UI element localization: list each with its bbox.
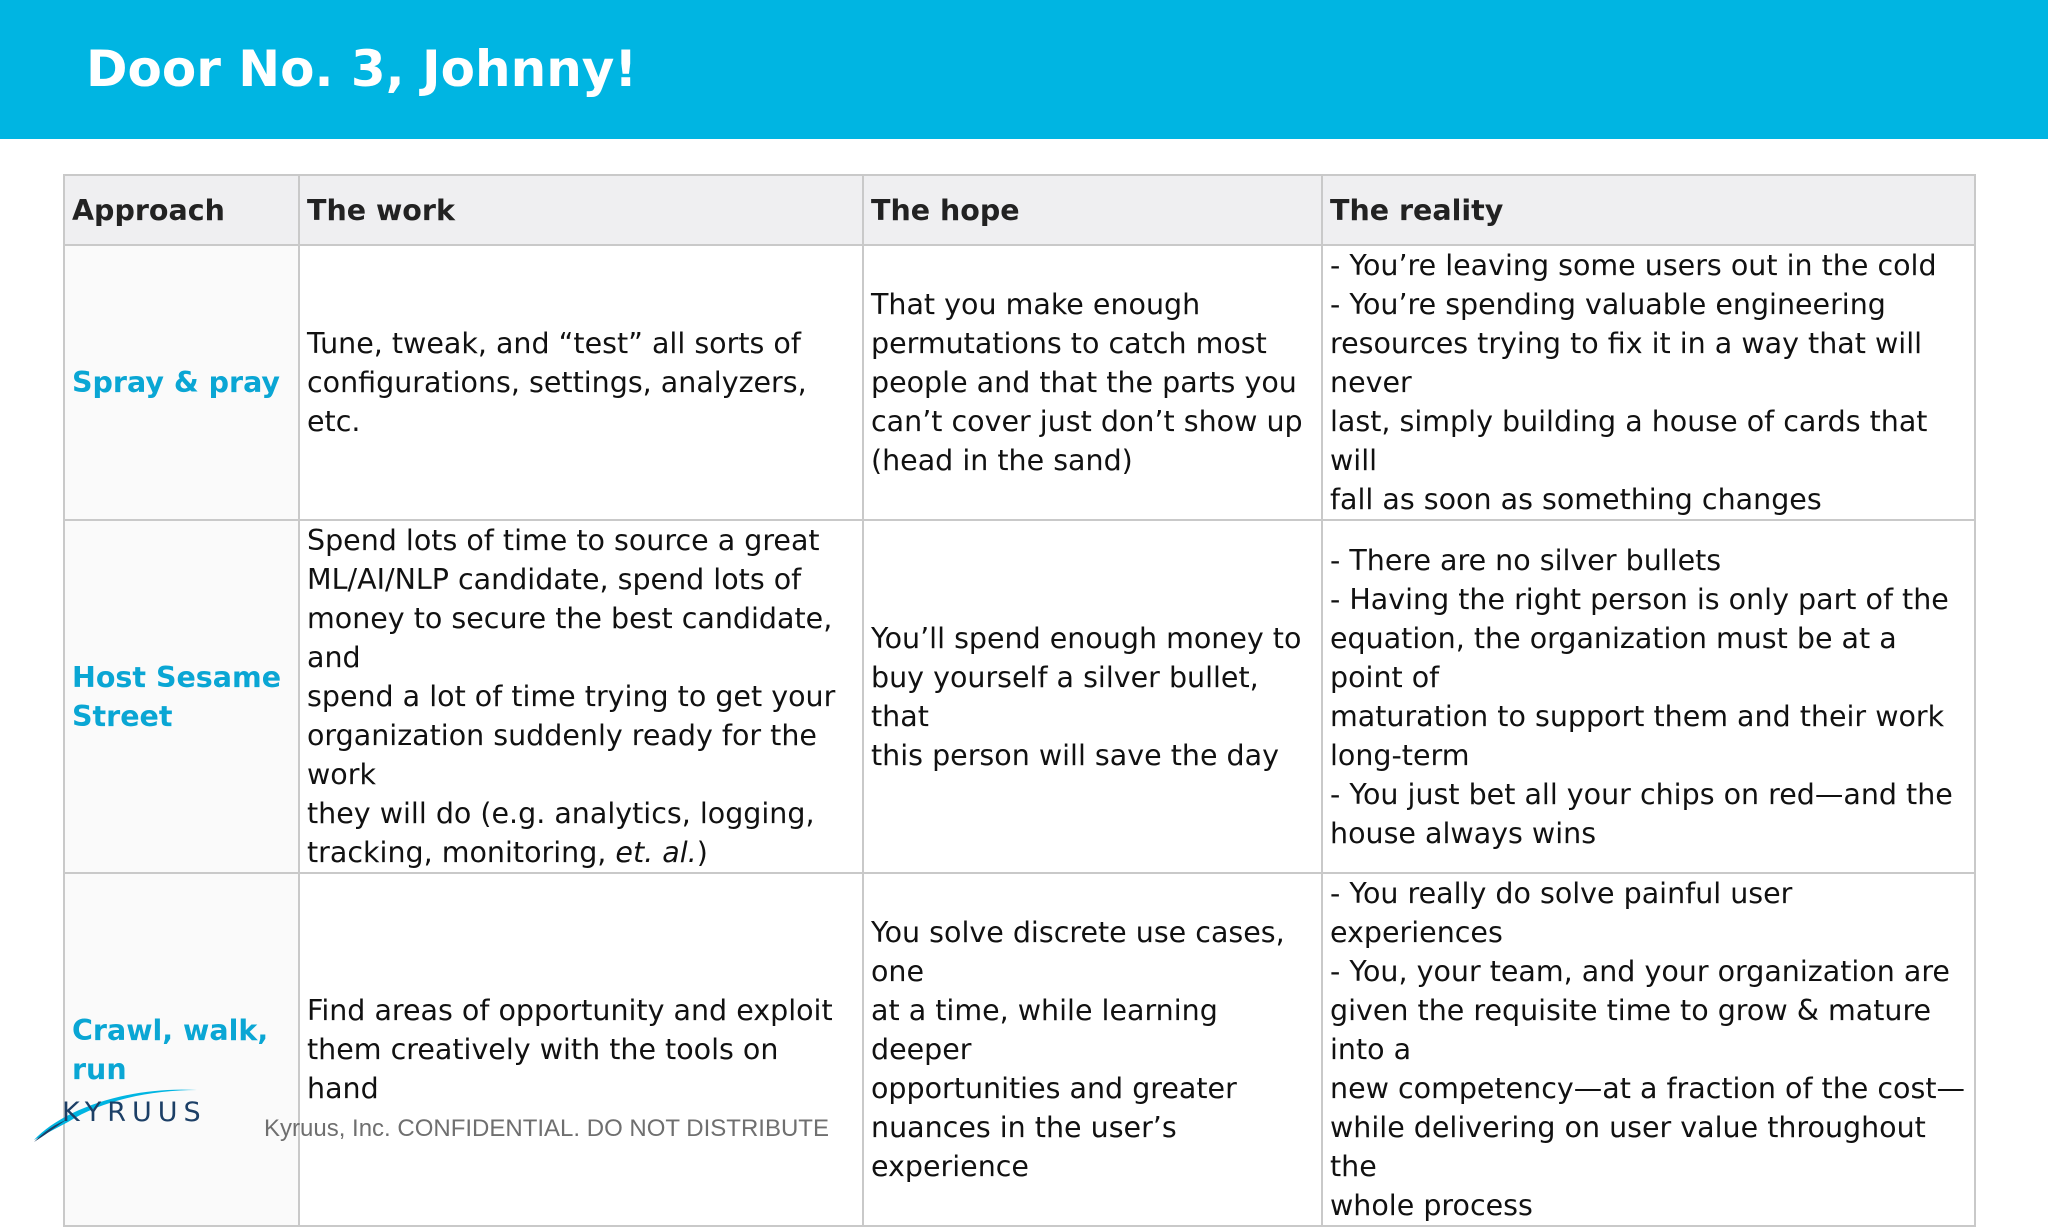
reality-cell xyxy=(1322,245,1975,520)
reality-line: resources trying to fix it in a way that will never xyxy=(1330,327,1923,399)
work-line: them creatively with the tools on hand xyxy=(307,1033,779,1105)
hope-line: this person will save the day xyxy=(871,738,1279,772)
hope-line: nuances in the user’s experience xyxy=(871,1111,1177,1183)
hope-cell xyxy=(863,520,1322,873)
reality-line: fall as soon as something changes xyxy=(1330,483,1822,516)
work-cell xyxy=(299,245,863,520)
reality-line: - You’re leaving some users out in the cold xyxy=(1330,249,1937,282)
header-the-work: The work xyxy=(299,175,863,245)
reality-line: while delivering on user value throughout the xyxy=(1330,1111,1926,1183)
reality-cell xyxy=(1322,520,1975,873)
hope-line: opportunities and greater xyxy=(871,1072,1237,1105)
hope-line: at a time, while learning deeper xyxy=(871,994,1218,1066)
work-line: they will do (e.g. analytics, logging, xyxy=(307,797,815,830)
table-row xyxy=(64,245,1975,520)
approach-cell xyxy=(64,520,299,873)
table-row xyxy=(64,873,1975,1226)
reality-cell xyxy=(1322,873,1975,1226)
reality-line: long-term xyxy=(1330,738,1470,772)
reality-line: - You, your team, and your organization are xyxy=(1330,955,1950,988)
work-line-italic: et. al. xyxy=(615,836,697,869)
work-line: spend a lot of time trying to get your xyxy=(307,680,836,713)
comparison-table xyxy=(63,174,1976,1227)
approach-line: run xyxy=(72,1052,127,1086)
header-approach: Approach xyxy=(64,175,299,245)
reality-line: whole process xyxy=(1330,1189,1533,1222)
hope-line: people and that the parts you xyxy=(871,366,1297,399)
approach-line: Spray & pray xyxy=(72,366,281,399)
work-line: money to secure the best candidate, and xyxy=(307,602,833,674)
work-line-text: ) xyxy=(696,836,708,869)
reality-line: house always wins xyxy=(1330,816,1597,850)
reality-line: - There are no silver bullets xyxy=(1330,543,1722,577)
approach-line: Host Sesame xyxy=(72,660,282,694)
work-line xyxy=(307,833,855,872)
hope-cell xyxy=(863,245,1322,520)
table-header-row xyxy=(64,175,1975,245)
reality-line: - You’re spending valuable engineering xyxy=(1330,288,1886,321)
hope-line: can’t cover just don’t show up xyxy=(871,405,1303,438)
hope-line: You’ll spend enough money to xyxy=(871,621,1302,655)
approach-line: Street xyxy=(72,699,173,733)
work-line-text: tracking, monitoring, xyxy=(307,836,616,869)
hope-line: buy yourself a silver bullet, that xyxy=(871,660,1259,733)
confidential-notice: Kyruus, Inc. CONFIDENTIAL. DO NOT DISTRIBUTE xyxy=(264,1115,829,1142)
work-line: Tune, tweak, and “test” all sorts of xyxy=(307,327,801,360)
work-line: ML/AI/NLP candidate, spend lots of xyxy=(307,563,802,596)
work-cell xyxy=(299,873,863,1226)
header-the-reality: The reality xyxy=(1322,175,1975,245)
hope-line: That you make enough xyxy=(871,288,1201,321)
approach-cell xyxy=(64,873,299,1226)
work-line: configurations, settings, analyzers, etc. xyxy=(307,366,807,438)
hope-line: permutations to catch most xyxy=(871,327,1267,360)
reality-line: - Having the right person is only part of the xyxy=(1330,582,1949,616)
work-line: Find areas of opportunity and exploit xyxy=(307,994,833,1027)
title-bar xyxy=(0,0,2048,139)
logo-wordmark: KYRUUS xyxy=(62,1097,207,1128)
header-the-hope: The hope xyxy=(863,175,1322,245)
approach-line: Crawl, walk, xyxy=(72,1013,269,1047)
reality-line: - You just bet all your chips on red—and the xyxy=(1330,777,1953,811)
slide-title: Door No. 3, Johnny! xyxy=(86,40,638,98)
table-row xyxy=(64,520,1975,873)
hope-line: You solve discrete use cases, one xyxy=(871,916,1285,988)
reality-line: last, simply building a house of cards that will xyxy=(1330,405,1928,477)
work-cell xyxy=(299,520,863,873)
approach-cell xyxy=(64,245,299,520)
hope-cell xyxy=(863,873,1322,1226)
work-line: organization suddenly ready for the work xyxy=(307,719,817,791)
reality-line: given the requisite time to grow & mature into a xyxy=(1330,994,1932,1066)
kyruus-logo xyxy=(32,1068,232,1148)
reality-line: equation, the organization must be at a point of xyxy=(1330,621,1897,694)
work-line: Spend lots of time to source a great xyxy=(307,524,820,557)
reality-line: maturation to support them and their work xyxy=(1330,699,1945,733)
reality-line: - You really do solve painful user experiences xyxy=(1330,877,1793,949)
hope-line: (head in the sand) xyxy=(871,444,1133,477)
reality-line: new competency—at a fraction of the cost— xyxy=(1330,1072,1966,1105)
